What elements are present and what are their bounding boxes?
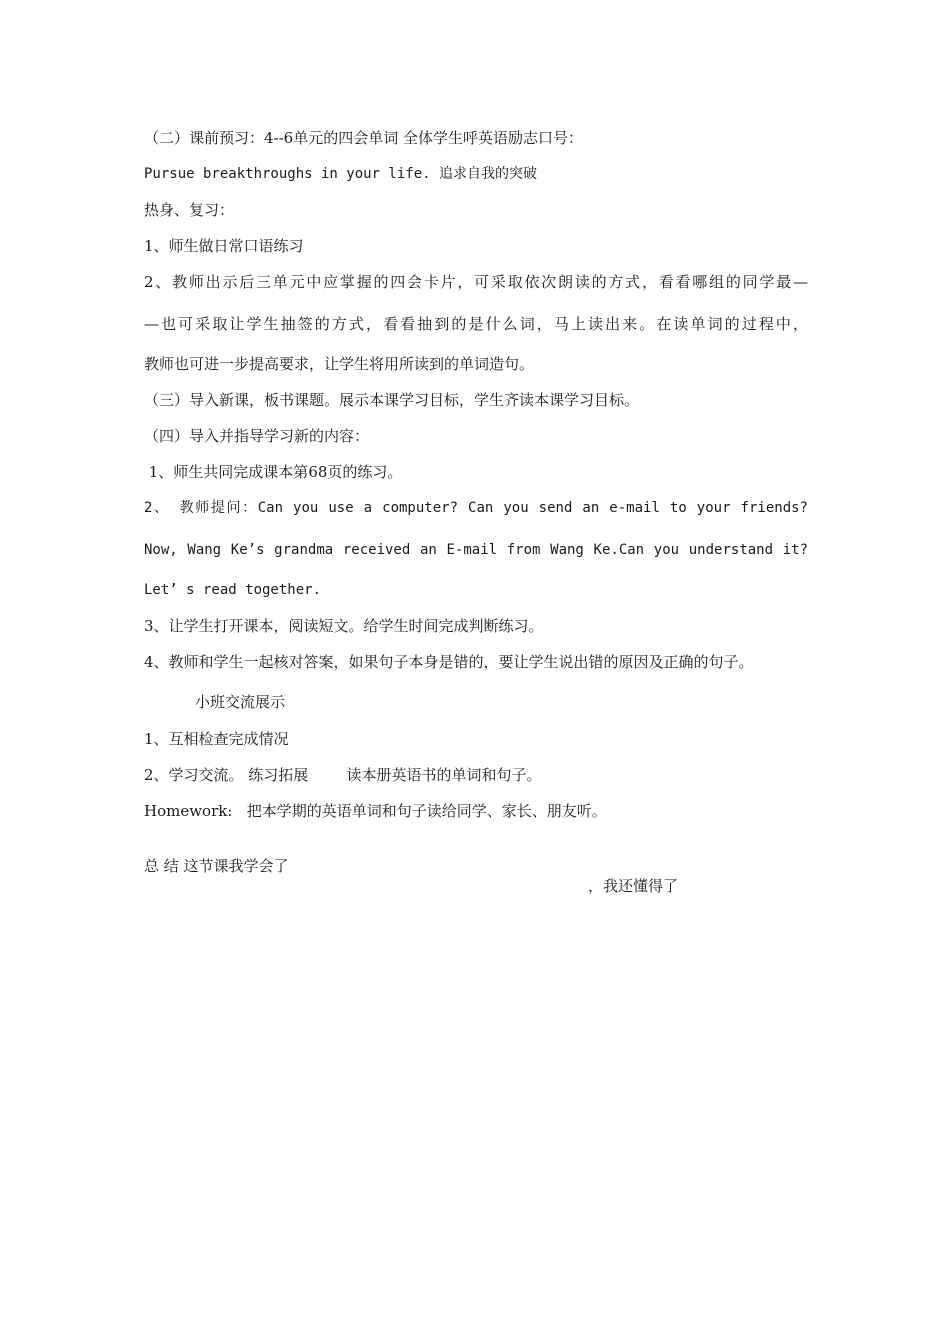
task-4-line: 4、教师和学生一起核对答案，如果句子本身是错的，要让学生说出错的原因及正确的句子。 — [144, 653, 754, 671]
summary-left-text: 总 结 这节课我学会了 — [144, 857, 289, 875]
summary-line — [144, 836, 824, 895]
share-1-line: 1、互相检查完成情况 — [144, 730, 289, 748]
task-3-line: 3、让学生打开课本，阅读短文。给学生时间完成判断练习。 — [144, 617, 544, 635]
step-2-line-b: —也可采取让学生抽签的方式，看看抽到的是什么词，马上读出来。在读单词的过程中， — [144, 315, 808, 333]
group-share-heading: 小班交流展示 — [195, 693, 286, 711]
task-2-line-c: Let’ s read together. — [144, 582, 322, 598]
share-2-line: 2、学习交流。 练习拓展 读本册英语书的单词和句子。 — [144, 766, 542, 784]
summary-right-text: ，我还懂得了 — [588, 877, 679, 895]
section-4-line: （四）导入并指导学习新的内容： — [144, 427, 370, 445]
section-3-line: （三）导入新课，板书课题。展示本课学习目标，学生齐读本课学习目标。 — [144, 391, 640, 409]
homework-line: Homework: 把本学期的英语单词和句子读给同学、家长、朋友听。 — [144, 802, 607, 820]
step-2-line-c: 教师也可进一步提高要求，让学生将用所读到的单词造句。 — [144, 355, 535, 373]
step-2-line-a: 2、教师出示后三单元中应掌握的四会卡片，可采取依次朗读的方式，看看哪组的同学最— — [144, 273, 808, 291]
preview-line: （二）课前预习：4--6单元的四会单词 全体学生呼英语励志口号： — [144, 129, 583, 147]
slogan-line: Pursue breakthroughs in your life. 追求自我的突破 — [144, 166, 538, 182]
task-2-line-a: 2、 教师提问：Can you use a computer? Can you send an e-mail to your friends? — [144, 500, 808, 516]
warmup-heading: 热身、复习： — [144, 201, 235, 219]
step-1-line: 1、师生做日常口语练习 — [144, 237, 304, 255]
task-1-line: 1、师生共同完成课本第68页的练习。 — [144, 463, 403, 481]
task-2-line-b: Now, Wang Ke’s grandma received an E-mail from Wang Ke.Can you understand it? — [144, 542, 808, 558]
